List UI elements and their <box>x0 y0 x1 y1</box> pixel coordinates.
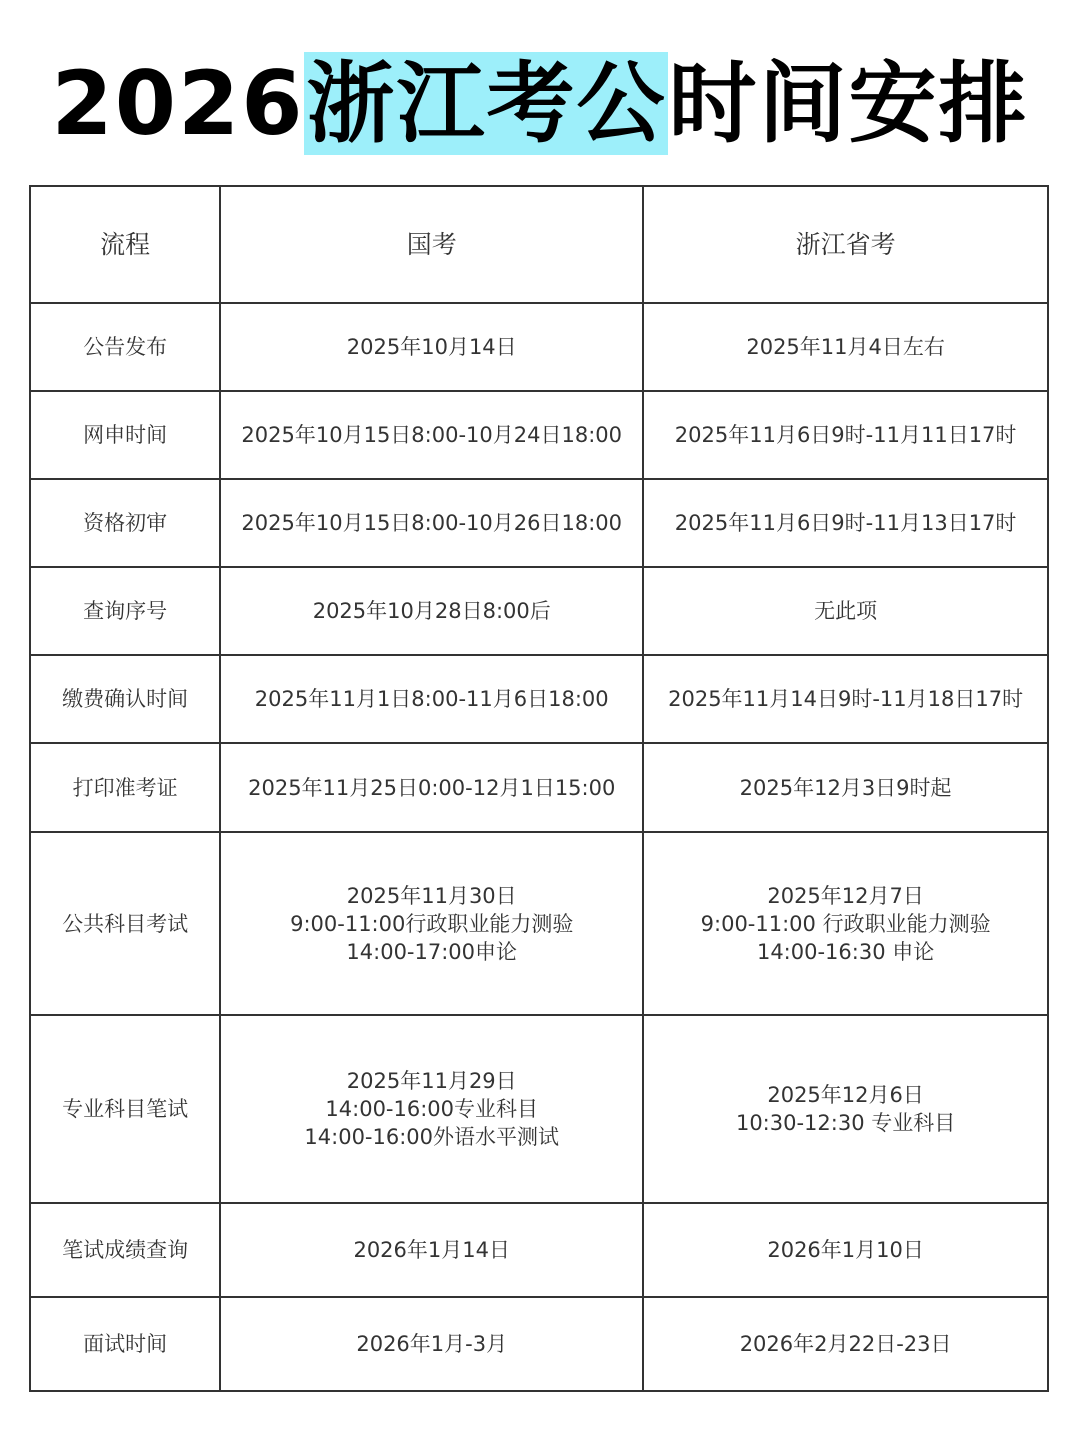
step-cell: 公共科目考试 <box>30 832 220 1015</box>
national-line: 2025年11月29日 <box>346 1069 517 1093</box>
page-title <box>0 50 1080 158</box>
step-cell: 查询序号 <box>30 567 220 655</box>
zhejiang-line: 2025年11月6日9时-11月13日17时 <box>674 511 1017 535</box>
table-row <box>30 743 1048 832</box>
step-cell: 资格初审 <box>30 479 220 567</box>
national-cell <box>220 303 643 391</box>
zhejiang-line: 2025年12月3日9时起 <box>739 775 952 800</box>
national-line: 2025年10月28日8:00后 <box>312 599 551 623</box>
table-row <box>30 1297 1048 1391</box>
step-cell: 笔试成绩查询 <box>30 1203 220 1297</box>
zhejiang-line: 2025年11月4日左右 <box>746 335 945 359</box>
national-cell <box>220 1297 643 1391</box>
zhejiang-cell <box>643 391 1048 479</box>
title-year: 2026 <box>51 52 305 155</box>
national-cell <box>220 1203 643 1297</box>
step-cell: 网申时间 <box>30 391 220 479</box>
national-line: 9:00-11:00行政职业能力测验 <box>290 911 574 936</box>
table-header-row <box>30 186 1048 303</box>
national-line: 14:00-16:00专业科目 <box>325 1097 539 1121</box>
zhejiang-cell <box>643 655 1048 743</box>
national-cell <box>220 479 643 567</box>
header-national: 国考 <box>220 186 643 303</box>
table-row <box>30 303 1048 391</box>
step-cell: 公告发布 <box>30 303 220 391</box>
zhejiang-cell <box>643 479 1048 567</box>
national-line: 2025年10月14日 <box>346 335 517 359</box>
table-row <box>30 655 1048 743</box>
national-cell <box>220 1015 643 1203</box>
table-row <box>30 567 1048 655</box>
schedule-table <box>29 185 1049 1392</box>
zhejiang-line: 2025年11月14日9时-11月18日17时 <box>668 687 1024 711</box>
zhejiang-cell <box>643 743 1048 832</box>
step-cell: 缴费确认时间 <box>30 655 220 743</box>
table-row <box>30 479 1048 567</box>
national-line: 14:00-17:00申论 <box>346 939 518 964</box>
zhejiang-cell <box>643 303 1048 391</box>
zhejiang-cell <box>643 1203 1048 1297</box>
title-highlight: 浙江考公 <box>306 52 667 155</box>
national-line: 2025年11月30日 <box>346 883 517 908</box>
step-cell: 面试时间 <box>30 1297 220 1391</box>
national-cell <box>220 832 643 1015</box>
zhejiang-line: 无此项 <box>814 599 878 623</box>
title-suffix: 时间安排 <box>668 52 1029 155</box>
zhejiang-cell <box>643 832 1048 1015</box>
zhejiang-line: 2026年2月22日-23日 <box>739 1332 952 1356</box>
step-cell: 打印准考证 <box>30 743 220 832</box>
national-line: 2025年10月15日8:00-10月26日18:00 <box>241 511 623 535</box>
zhejiang-line: 2025年12月6日 <box>767 1083 924 1107</box>
zhejiang-cell <box>643 1015 1048 1203</box>
zhejiang-cell <box>643 567 1048 655</box>
zhejiang-line: 2025年12月7日 <box>767 883 924 908</box>
national-line: 2026年1月-3月 <box>356 1332 508 1356</box>
zhejiang-line: 2025年11月6日9时-11月11日17时 <box>674 423 1017 447</box>
header-step: 流程 <box>30 186 220 303</box>
step-cell: 专业科目笔试 <box>30 1015 220 1203</box>
national-line: 2026年1月14日 <box>353 1238 510 1262</box>
table-row <box>30 1015 1048 1203</box>
table-row <box>30 1203 1048 1297</box>
zhejiang-line: 10:30-12:30 专业科目 <box>735 1111 956 1135</box>
zhejiang-cell <box>643 1297 1048 1391</box>
national-line: 2025年11月1日8:00-11月6日18:00 <box>254 687 609 711</box>
zhejiang-line: 14:00-16:30 申论 <box>756 939 935 964</box>
national-cell <box>220 391 643 479</box>
national-line: 2025年11月25日0:00-12月1日15:00 <box>248 775 616 800</box>
national-cell <box>220 743 643 832</box>
header-zhejiang: 浙江省考 <box>643 186 1048 303</box>
zhejiang-line: 2026年1月10日 <box>767 1238 924 1262</box>
national-cell <box>220 655 643 743</box>
table-row <box>30 832 1048 1015</box>
national-line: 2025年10月15日8:00-10月24日18:00 <box>241 423 623 447</box>
zhejiang-line: 9:00-11:00 行政职业能力测验 <box>700 911 991 936</box>
national-cell <box>220 567 643 655</box>
national-line: 14:00-16:00外语水平测试 <box>304 1125 560 1149</box>
table-row <box>30 391 1048 479</box>
